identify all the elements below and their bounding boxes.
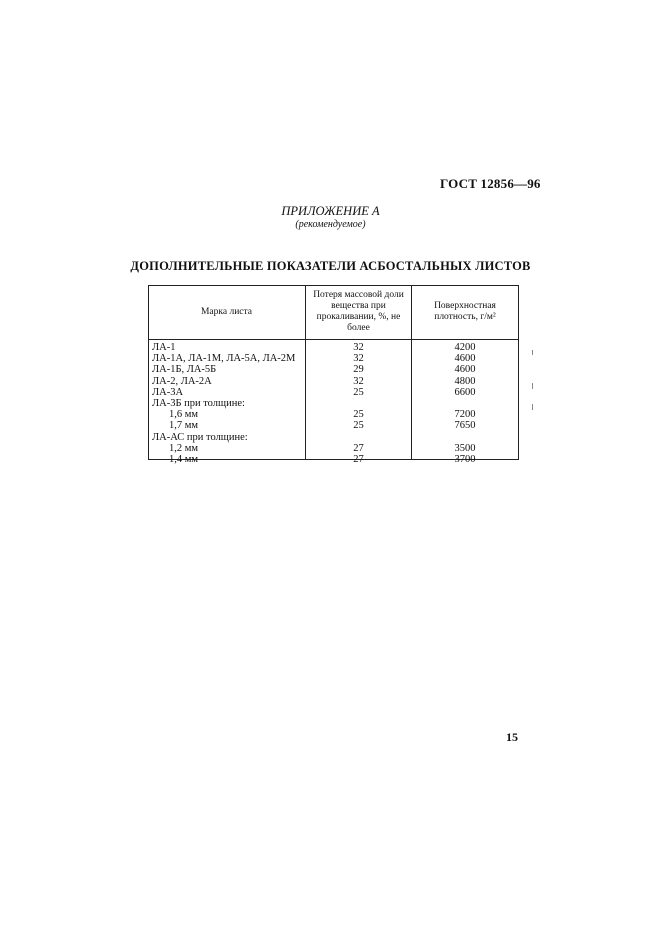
table-row <box>148 443 519 454</box>
density-cell: 4800 <box>454 375 476 387</box>
loss-cell: 32 <box>353 342 364 353</box>
loss-cell: 32 <box>353 375 364 387</box>
column-header-label: Марка листа <box>200 306 252 317</box>
column-header-label: Поверхностная плотность, г/м² <box>434 301 496 322</box>
loss-cell: 25 <box>353 409 364 421</box>
grade-cell: 1,7 мм <box>169 420 199 432</box>
grade-cell: 1,2 мм <box>169 442 199 454</box>
grade-cell: ЛА-1Б, ЛА-5Б <box>152 364 217 376</box>
density-cell: 7200 <box>454 409 476 421</box>
column-header-label: Потеря массовой доли вещества при прокаливании, %, не более <box>313 290 404 333</box>
density-cell: 7650 <box>454 420 476 432</box>
loss-cell: 32 <box>353 353 364 365</box>
document-code: ГОСТ 12856—96 <box>440 176 541 191</box>
table-row <box>148 432 519 443</box>
table-row <box>148 353 519 364</box>
loss-cell: 29 <box>353 364 364 376</box>
grade-cell: 1,6 мм <box>169 409 199 421</box>
table-row <box>148 364 519 375</box>
table-row <box>148 454 519 465</box>
loss-cell: 25 <box>353 386 364 398</box>
scan-mark <box>532 404 533 410</box>
loss-cell: 27 <box>353 453 364 465</box>
density-cell: 4600 <box>454 364 476 376</box>
grade-cell: ЛА-3А <box>152 386 184 398</box>
table-row <box>148 387 519 398</box>
table-header-rule <box>148 339 519 340</box>
column-header-density <box>412 285 518 339</box>
table-title: ДОПОЛНИТЕЛЬНЫЕ ПОКАЗАТЕЛИ АСБОСТАЛЬНЫХ ЛИСТОВ <box>130 259 531 273</box>
appendix-title: ПРИЛОЖЕНИЕ А <box>281 204 380 218</box>
loss-cell: 27 <box>353 442 364 454</box>
scan-mark <box>532 350 533 355</box>
loss-cell: 25 <box>353 420 364 432</box>
table-body <box>148 342 519 465</box>
density-cell: 3500 <box>454 442 476 454</box>
table-row <box>148 409 519 420</box>
table-row <box>148 342 519 353</box>
grade-cell: ЛА-1А, ЛА-1М, ЛА-5А, ЛА-2М <box>152 353 296 365</box>
appendix-note: (рекомендуемое) <box>295 219 366 230</box>
density-cell: 4200 <box>454 342 476 353</box>
column-header-loss <box>306 285 411 339</box>
grade-cell: ЛА-АС при толщине: <box>152 431 248 443</box>
grade-cell: 1,4 мм <box>169 453 199 465</box>
scan-mark <box>532 383 533 389</box>
indicators-table <box>148 285 519 465</box>
density-cell: 6600 <box>454 386 476 398</box>
grade-cell: ЛА-2, ЛА-2А <box>152 375 212 387</box>
column-header-grade <box>148 285 305 339</box>
page-number: 15 <box>506 730 518 744</box>
density-cell: 3700 <box>454 453 476 465</box>
grade-cell: ЛА-3Б при толщине: <box>152 397 245 409</box>
density-cell: 4600 <box>454 353 476 365</box>
table-row <box>148 420 519 431</box>
grade-cell: ЛА-1 <box>152 342 176 353</box>
table-row <box>148 376 519 387</box>
table-row <box>148 398 519 409</box>
